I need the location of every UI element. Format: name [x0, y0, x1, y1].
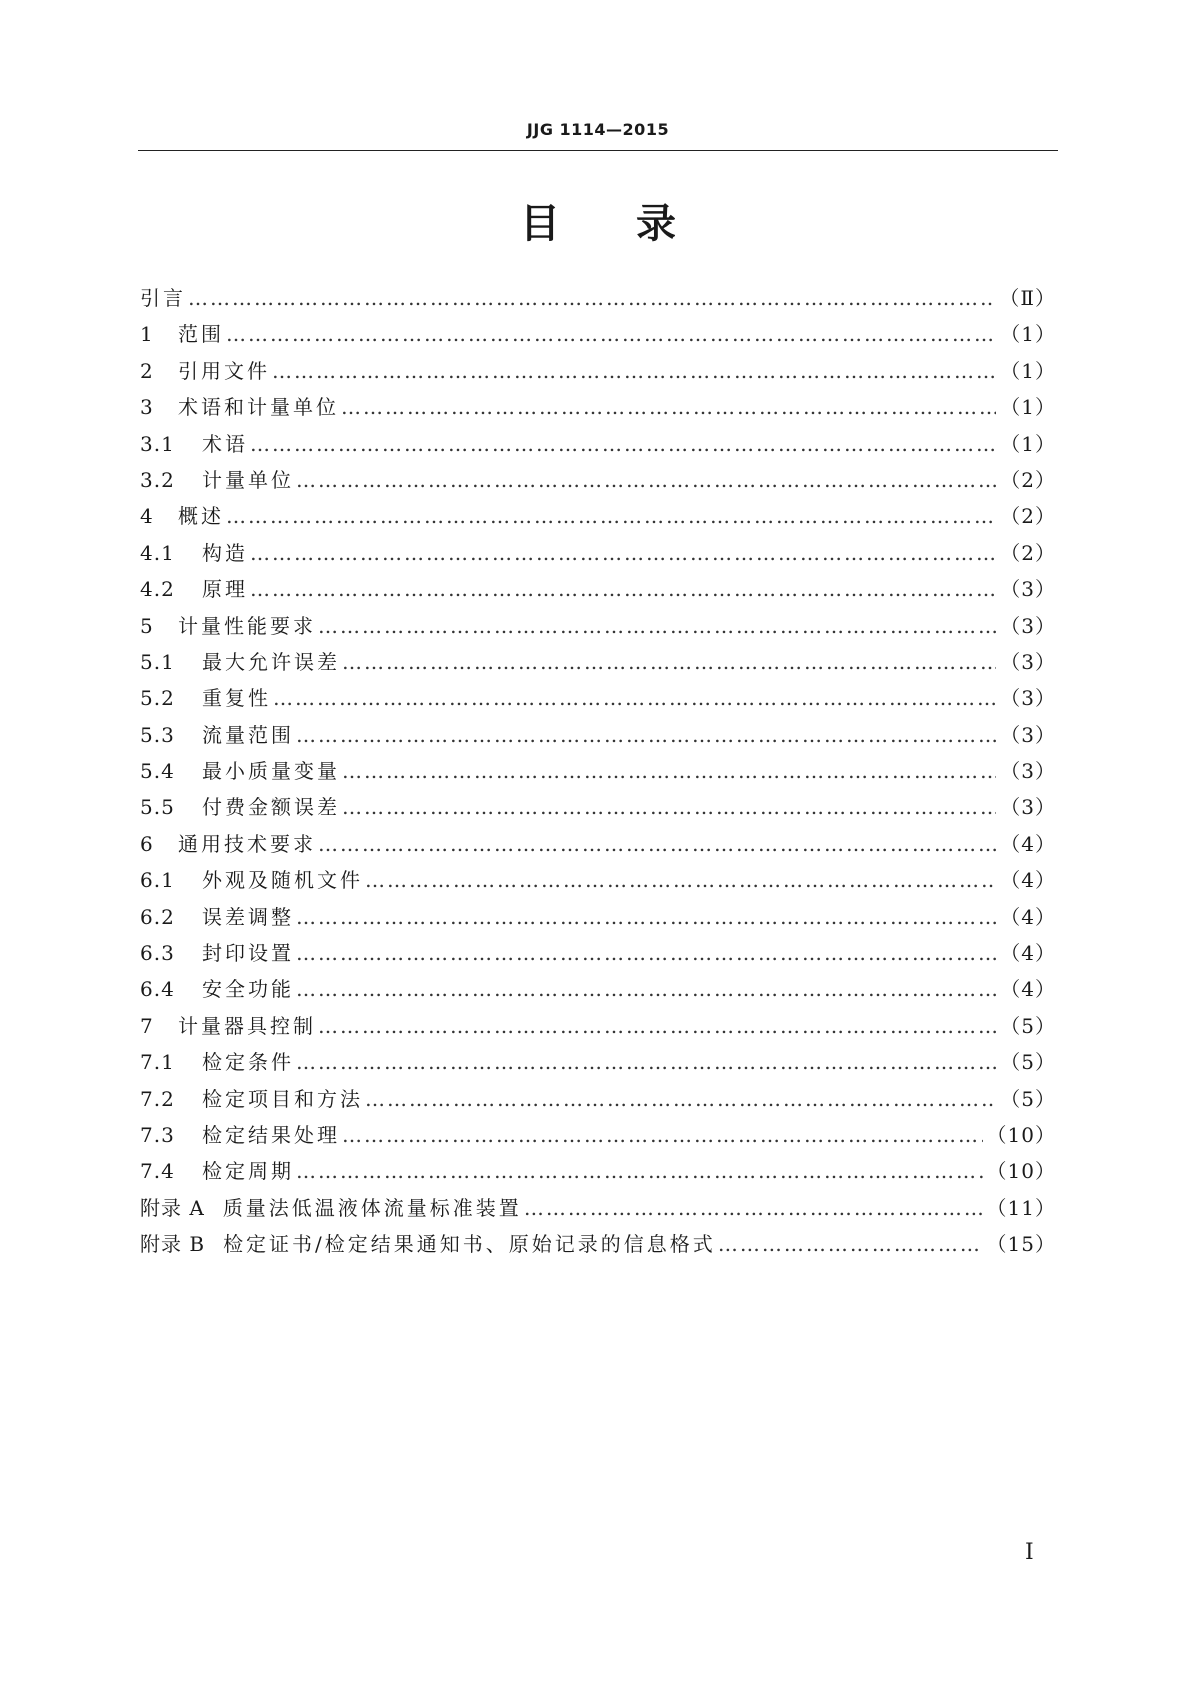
- toc-leader-dots: [188, 280, 995, 316]
- toc-entry[interactable]: [140, 789, 1056, 825]
- toc-entry-title: 引言: [140, 286, 186, 310]
- toc-leader-dots: [341, 389, 996, 425]
- toc-entry-title: 计量单位: [202, 467, 294, 492]
- toc-entry-title: 原理: [202, 577, 248, 602]
- toc-leader-dots: [296, 462, 996, 498]
- toc-leader-dots: [318, 826, 996, 862]
- toc-entry[interactable]: [140, 680, 1056, 716]
- toc-leader-dots: [365, 1081, 996, 1117]
- toc-leader-dots: [273, 680, 996, 716]
- toc-entry-number: 6.1: [140, 868, 175, 893]
- page-folio: Ⅰ: [1025, 1540, 1034, 1565]
- toc-entry-number: 7.2: [140, 1086, 175, 1111]
- title-char-1: 目: [520, 201, 560, 247]
- toc-entry-page: （4）: [1000, 977, 1056, 1002]
- toc-leader-dots: [365, 862, 996, 898]
- toc-entry-page: （5）: [1000, 1050, 1056, 1075]
- toc-leader-dots: [342, 753, 996, 789]
- toc-entry-page: （1）: [1000, 322, 1056, 347]
- toc-entry-page: （3）: [1000, 577, 1056, 602]
- toc-entry-page: （3）: [1000, 795, 1056, 820]
- toc-entry[interactable]: [140, 316, 1056, 352]
- page-title: [138, 200, 1058, 248]
- toc-entry-number: 2: [140, 358, 154, 383]
- toc-entry-title: 通用技术要求: [178, 831, 316, 856]
- toc-leader-dots: [296, 717, 996, 753]
- toc-entry-number: 1: [140, 322, 154, 347]
- toc-entry-page: （2）: [1000, 540, 1056, 565]
- header-rule: [138, 150, 1058, 151]
- toc-leader-dots: [250, 535, 996, 571]
- toc-entry-page: （4）: [1000, 831, 1056, 856]
- toc-entry[interactable]: [140, 1081, 1056, 1117]
- toc-entry[interactable]: [140, 753, 1056, 789]
- toc-entry-title: 检定项目和方法: [202, 1086, 363, 1111]
- toc-leader-dots: [226, 498, 996, 534]
- toc-leader-dots: [342, 1117, 983, 1153]
- toc-leader-dots: [318, 608, 996, 644]
- toc-entry-title: 概述: [178, 504, 224, 529]
- toc-leader-dots: [296, 1044, 996, 1080]
- toc-entry-number: 4: [140, 504, 154, 529]
- toc-entry-title: 付费金额误差: [202, 795, 340, 820]
- toc-entry-title: 最大允许误差: [202, 649, 340, 674]
- toc-entry[interactable]: [140, 644, 1056, 680]
- toc-entry-number: 3.2: [140, 467, 175, 492]
- toc-entry[interactable]: [140, 280, 1056, 316]
- toc-entry-number: 5.1: [140, 649, 175, 674]
- toc-leader-dots: [296, 899, 996, 935]
- toc-entry-page: （5）: [1000, 1013, 1056, 1038]
- toc-entry-number: 附录 A: [140, 1195, 205, 1220]
- toc-entry-page: （10）: [986, 1159, 1056, 1184]
- toc-leader-dots: [342, 789, 996, 825]
- toc-entry-title: 误差调整: [202, 904, 294, 929]
- toc-entry-page: （Ⅱ）: [999, 286, 1056, 310]
- toc-entry-number: 6.4: [140, 977, 175, 1002]
- toc-entry-page: （11）: [986, 1195, 1056, 1220]
- toc-leader-dots: [296, 1153, 983, 1189]
- toc-entry-number: 5.3: [140, 722, 175, 747]
- toc-entry-number: 7.1: [140, 1050, 175, 1075]
- toc-entry[interactable]: [140, 862, 1056, 898]
- toc-entry-title: 质量法低温液体流量标准装置: [222, 1195, 522, 1220]
- toc-entry-number: 4.1: [140, 540, 175, 565]
- toc-entry-title: 范围: [178, 322, 224, 347]
- toc-entry[interactable]: [140, 535, 1056, 571]
- toc-entry-title: 检定条件: [202, 1050, 294, 1075]
- toc-entry[interactable]: [140, 826, 1056, 862]
- toc-entry-page: （15）: [986, 1232, 1056, 1257]
- toc-entry-title: 外观及随机文件: [202, 868, 363, 893]
- toc-entry-title: 检定证书/检定结果通知书、原始记录的信息格式: [223, 1232, 716, 1257]
- toc-entry-page: （3）: [1000, 649, 1056, 674]
- toc-entry[interactable]: [140, 462, 1056, 498]
- toc-leader-dots: [296, 971, 996, 1007]
- toc-entry-number: 5.4: [140, 759, 175, 784]
- toc-entry-page: （3）: [1000, 686, 1056, 711]
- toc-entry[interactable]: [140, 353, 1056, 389]
- toc-entry-page: （10）: [986, 1122, 1056, 1147]
- toc-entry-page: （3）: [1000, 613, 1056, 638]
- toc-leader-dots: [296, 935, 996, 971]
- toc-entry-number: 7.4: [140, 1159, 175, 1184]
- toc-entry-number: 4.2: [140, 577, 175, 602]
- toc-entry[interactable]: [140, 426, 1056, 462]
- toc-entry-page: （3）: [1000, 759, 1056, 784]
- toc-entry-title: 引用文件: [178, 358, 270, 383]
- toc-entry-title: 检定结果处理: [202, 1122, 340, 1147]
- toc-entry-number: 3.1: [140, 431, 175, 456]
- toc-entry-page: （1）: [1000, 395, 1056, 420]
- toc-entry-number: 6.2: [140, 904, 175, 929]
- toc-entry-page: （5）: [1000, 1086, 1056, 1111]
- toc-entry[interactable]: [140, 1153, 1056, 1189]
- toc-entry[interactable]: [140, 899, 1056, 935]
- toc-entry-title: 流量范围: [202, 722, 294, 747]
- toc-leader-dots: [524, 1190, 983, 1226]
- toc-entry-page: （2）: [1000, 504, 1056, 529]
- toc-entry-number: 3: [140, 395, 154, 420]
- toc-leader-dots: [250, 571, 996, 607]
- toc-entry-title: 计量性能要求: [178, 613, 316, 638]
- toc-entry-number: 5: [140, 613, 154, 638]
- toc-entry-page: （1）: [1000, 431, 1056, 456]
- toc-entry-title: 术语: [202, 431, 248, 456]
- toc-entry[interactable]: [140, 971, 1056, 1007]
- toc-entry-title: 安全功能: [202, 977, 294, 1002]
- toc-entry-title: 封印设置: [202, 941, 294, 966]
- running-header: JJG 1114—2015: [526, 120, 670, 139]
- toc-leader-dots: [718, 1226, 983, 1262]
- toc-entry-page: （3）: [1000, 722, 1056, 747]
- toc-entry-number: 附录 B: [140, 1232, 206, 1257]
- toc-leader-dots: [250, 426, 996, 462]
- toc-entry[interactable]: [140, 935, 1056, 971]
- toc-entry[interactable]: [140, 1117, 1056, 1153]
- toc-entry-number: 7: [140, 1013, 154, 1038]
- toc-entry-title: 最小质量变量: [202, 759, 340, 784]
- toc-entry-number: 5.2: [140, 686, 175, 711]
- toc-leader-dots: [272, 353, 996, 389]
- toc-entry-title: 检定周期: [202, 1159, 294, 1184]
- toc-entry-title: 构造: [202, 540, 248, 565]
- table-of-contents: [140, 280, 1056, 1263]
- toc-entry[interactable]: [140, 1044, 1056, 1080]
- toc-entry-title: 重复性: [202, 686, 271, 711]
- toc-entry-number: 5.5: [140, 795, 175, 820]
- toc-entry-page: （4）: [1000, 904, 1056, 929]
- toc-entry-page: （2）: [1000, 467, 1056, 492]
- toc-entry[interactable]: [140, 608, 1056, 644]
- toc-entry[interactable]: [140, 389, 1056, 425]
- toc-entry-number: 7.3: [140, 1122, 175, 1147]
- toc-entry-number: 6: [140, 831, 154, 856]
- toc-entry[interactable]: [140, 571, 1056, 607]
- toc-entry-title: 术语和计量单位: [178, 395, 339, 420]
- toc-entry[interactable]: [140, 1008, 1056, 1044]
- toc-entry[interactable]: [140, 1226, 1056, 1262]
- toc-entry-page: （4）: [1000, 941, 1056, 966]
- toc-entry-page: （1）: [1000, 358, 1056, 383]
- toc-entry[interactable]: [140, 1190, 1056, 1226]
- title-char-2: 录: [636, 201, 676, 247]
- toc-entry-number: 6.3: [140, 941, 175, 966]
- toc-entry-page: （4）: [1000, 868, 1056, 893]
- toc-entry[interactable]: [140, 717, 1056, 753]
- toc-entry[interactable]: [140, 498, 1056, 534]
- toc-entry-title: 计量器具控制: [178, 1013, 316, 1038]
- toc-leader-dots: [342, 644, 996, 680]
- toc-leader-dots: [226, 316, 996, 352]
- toc-leader-dots: [318, 1008, 996, 1044]
